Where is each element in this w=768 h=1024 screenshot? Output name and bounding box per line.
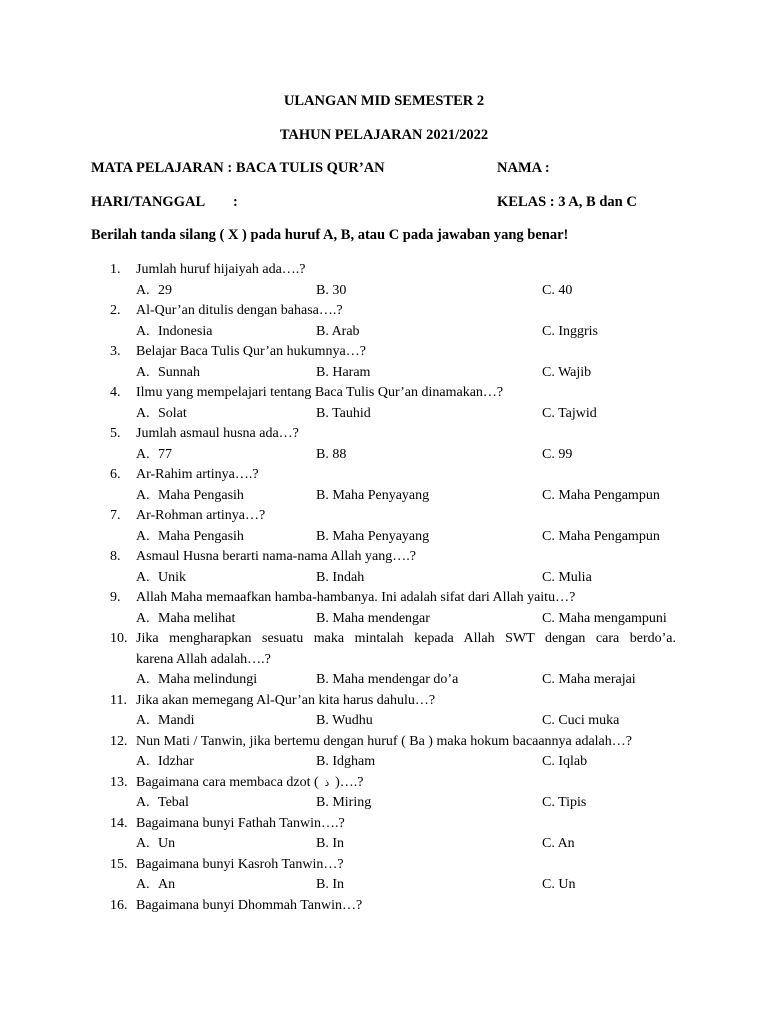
- question-item: [0, 629, 768, 650]
- option-a-text: 29: [158, 282, 172, 298]
- subject-label: MATA PELAJARAN : BACA TULIS QUR’AN: [91, 160, 385, 176]
- option-b: B. Maha Penyayang: [316, 487, 430, 503]
- option-c: C. Cuci muka: [542, 713, 620, 728]
- question-item: [0, 506, 768, 527]
- option-a-text: Solat: [158, 405, 187, 421]
- option-a: [136, 609, 235, 630]
- question-continuation: [0, 650, 768, 671]
- option-a-letter: A.: [136, 672, 150, 687]
- question-text: Asmaul Husna berarti nama-nama Allah yang….?: [136, 549, 416, 564]
- option-c: C. Wajib: [542, 364, 592, 380]
- option-b: B. Arab: [316, 323, 360, 339]
- name-label: NAMA :: [497, 160, 550, 176]
- option-a-letter: A.: [136, 610, 150, 626]
- answer-options: [0, 609, 768, 630]
- option-c: C. 99: [542, 446, 573, 462]
- option-a: [136, 404, 187, 425]
- academic-year: TAHUN PELAJARAN 2021/2022: [279, 127, 489, 143]
- option-a-letter: A.: [136, 364, 150, 380]
- day-date-colon: :: [233, 194, 238, 210]
- option-c: C. Iqlab: [542, 754, 588, 769]
- option-a-letter: A.: [136, 569, 150, 585]
- option-a-text: Idzhar: [158, 754, 194, 769]
- question-number: 5.: [110, 426, 121, 441]
- instruction-text: Berilah tanda silang ( X ) pada huruf A, B, atau C pada jawaban yang benar!: [91, 227, 569, 243]
- option-a-text: Tebal: [158, 795, 189, 810]
- option-b: B. Maha mendengar: [316, 610, 430, 626]
- option-a: [136, 445, 172, 466]
- option-a-text: Unik: [158, 569, 186, 585]
- question-number: 15.: [110, 856, 128, 872]
- question-list: [0, 260, 768, 916]
- question-number: 11.: [110, 692, 127, 708]
- question-item: [0, 383, 768, 404]
- question-item: [0, 342, 768, 363]
- question-text: Belajar Baca Tulis Qur’an hukumnya…?: [136, 344, 366, 359]
- question-number: 6.: [110, 467, 121, 482]
- question-item: [0, 896, 768, 917]
- option-b: B. Miring: [316, 795, 372, 810]
- question-text: Jumlah asmaul husna ada…?: [136, 426, 299, 441]
- option-a-text: Maha melihat: [158, 610, 236, 626]
- exam-title: ULANGAN MID SEMESTER 2: [283, 93, 485, 109]
- question-item: [0, 465, 768, 486]
- option-c: C. Maha merajai: [542, 672, 636, 687]
- question-number: 1.: [110, 262, 121, 277]
- option-a: [136, 527, 244, 548]
- answer-options: [0, 486, 768, 507]
- question-text: Ar-Rohman artinya…?: [136, 508, 266, 523]
- question-text: Ilmu yang mempelajari tentang Baca Tulis Qur’an dinamakan…?: [136, 385, 504, 400]
- option-c: C. Tipis: [542, 795, 587, 810]
- option-a: [136, 670, 257, 691]
- option-c: C. Tajwid: [542, 405, 597, 421]
- question-item: [0, 732, 768, 753]
- answer-options: [0, 404, 768, 425]
- question-text: Al-Qur’an ditulis dengan bahasa….?: [136, 303, 343, 318]
- option-c: C. Maha mengampuni: [542, 610, 667, 626]
- option-c: C. Mulia: [542, 569, 592, 585]
- option-c: C. 40: [542, 282, 573, 298]
- option-a-letter: A.: [136, 754, 150, 769]
- option-a: [136, 752, 194, 773]
- question-number: 10.: [110, 631, 128, 646]
- option-a-letter: A.: [136, 487, 150, 503]
- option-b: B. Tauhid: [316, 405, 371, 421]
- option-a: [136, 711, 195, 732]
- option-b: B. Indah: [316, 569, 365, 585]
- question-number: 12.: [110, 733, 128, 749]
- answer-options: [0, 752, 768, 773]
- option-c: C. Un: [542, 877, 576, 892]
- option-c: C. Inggris: [542, 323, 598, 339]
- option-c: C. Maha Pengampun: [542, 528, 660, 544]
- question-item: [0, 260, 768, 281]
- option-a: [136, 834, 175, 855]
- option-a-letter: A.: [136, 528, 150, 544]
- answer-options: [0, 793, 768, 814]
- question-item: [0, 547, 768, 568]
- option-a-text: Maha Pengasih: [158, 487, 244, 503]
- answer-options: [0, 527, 768, 548]
- answer-options: [0, 281, 768, 302]
- question-text-line2: karena Allah adalah….?: [136, 651, 271, 667]
- option-a: [136, 486, 244, 507]
- day-date-label: HARI/TANGGAL: [91, 194, 206, 210]
- option-a-letter: A.: [136, 405, 150, 421]
- option-a-text: 77: [158, 446, 172, 462]
- answer-options: [0, 322, 768, 343]
- option-a-letter: A.: [136, 713, 150, 728]
- option-a-text: An: [158, 877, 176, 892]
- option-a-letter: A.: [136, 446, 150, 462]
- option-b: B. Maha Penyayang: [316, 528, 430, 544]
- option-a-text: Un: [158, 836, 176, 851]
- question-text: [136, 773, 676, 795]
- question-text: Ar-Rahim artinya….?: [136, 467, 259, 482]
- question-text: Bagaimana bunyi Dhommah Tanwin…?: [136, 897, 363, 913]
- option-a-letter: A.: [136, 795, 150, 810]
- answer-options: [0, 670, 768, 691]
- option-c: C. An: [542, 836, 575, 851]
- option-b: B. 88: [316, 446, 347, 462]
- option-a: [136, 568, 186, 589]
- question-number: 7.: [110, 508, 121, 523]
- option-a-text: Maha Pengasih: [158, 528, 244, 544]
- option-b: B. Haram: [316, 364, 371, 380]
- question-item: [0, 301, 768, 322]
- question-item: [0, 691, 768, 712]
- option-a-letter: A.: [136, 282, 150, 298]
- question-text-start: Bagaimana cara membaca dzot (: [136, 774, 319, 790]
- answer-options: [0, 711, 768, 732]
- question-item: [0, 773, 768, 794]
- question-text: Nun Mati / Tanwin, jika bertemu dengan huruf ( Ba ) maka hokum bacaannya adalah…?: [136, 733, 632, 749]
- question-number: 16.: [110, 897, 128, 913]
- option-b: B. Wudhu: [316, 713, 373, 728]
- question-number: 9.: [110, 590, 121, 605]
- option-b: B. In: [316, 877, 344, 892]
- option-a-letter: A.: [136, 836, 150, 851]
- option-a-letter: A.: [136, 877, 150, 892]
- question-text-end: )….?: [335, 774, 364, 790]
- question-text: Jika akan memegang Al-Qur’an kita harus dahulu…?: [136, 692, 436, 708]
- question-number: 2.: [110, 303, 121, 318]
- question-number: 8.: [110, 549, 121, 564]
- question-text: Bagaimana bunyi Fathah Tanwin….?: [136, 815, 345, 831]
- option-a: [136, 363, 200, 384]
- option-b: B. Maha mendengar do’a: [316, 672, 459, 687]
- option-a: [136, 793, 189, 814]
- option-a: [136, 875, 175, 896]
- question-item: [0, 424, 768, 445]
- option-a-text: Mandi: [158, 713, 195, 728]
- option-a-letter: A.: [136, 323, 150, 339]
- question-number: 3.: [110, 344, 121, 359]
- answer-options: [0, 834, 768, 855]
- question-text: Jumlah huruf hijaiyah ada….?: [136, 262, 306, 277]
- option-a-text: Maha melindungi: [158, 672, 258, 687]
- question-item: [0, 588, 768, 609]
- option-a: [136, 322, 212, 343]
- question-item: [0, 814, 768, 835]
- class-label: KELAS : 3 A, B dan C: [497, 194, 637, 210]
- option-a: [136, 281, 172, 302]
- question-text-line1: Jika mengharapkan sesuatu maka mintalah kepada Allah SWT dengan cara berdo’a.: [136, 631, 676, 646]
- option-b: B. 30: [316, 282, 347, 298]
- arabic-letter: ذ: [324, 777, 330, 789]
- question-number: 4.: [110, 385, 121, 400]
- question-number: 14.: [110, 815, 128, 831]
- option-a-text: Indonesia: [158, 323, 213, 339]
- question-text: Allah Maha memaafkan hamba-hambanya. Ini adalah sifat dari Allah yaitu…?: [136, 590, 576, 605]
- answer-options: [0, 445, 768, 466]
- question-text: Bagaimana bunyi Kasroh Tanwin…?: [136, 856, 344, 872]
- answer-options: [0, 363, 768, 384]
- question-item: [0, 855, 768, 876]
- answer-options: [0, 875, 768, 896]
- answer-options: [0, 568, 768, 589]
- option-a-text: Sunnah: [158, 364, 200, 380]
- option-c: C. Maha Pengampun: [542, 487, 660, 503]
- option-b: B. In: [316, 836, 344, 851]
- question-number: 13.: [110, 774, 128, 790]
- option-b: B. Idgham: [316, 754, 376, 769]
